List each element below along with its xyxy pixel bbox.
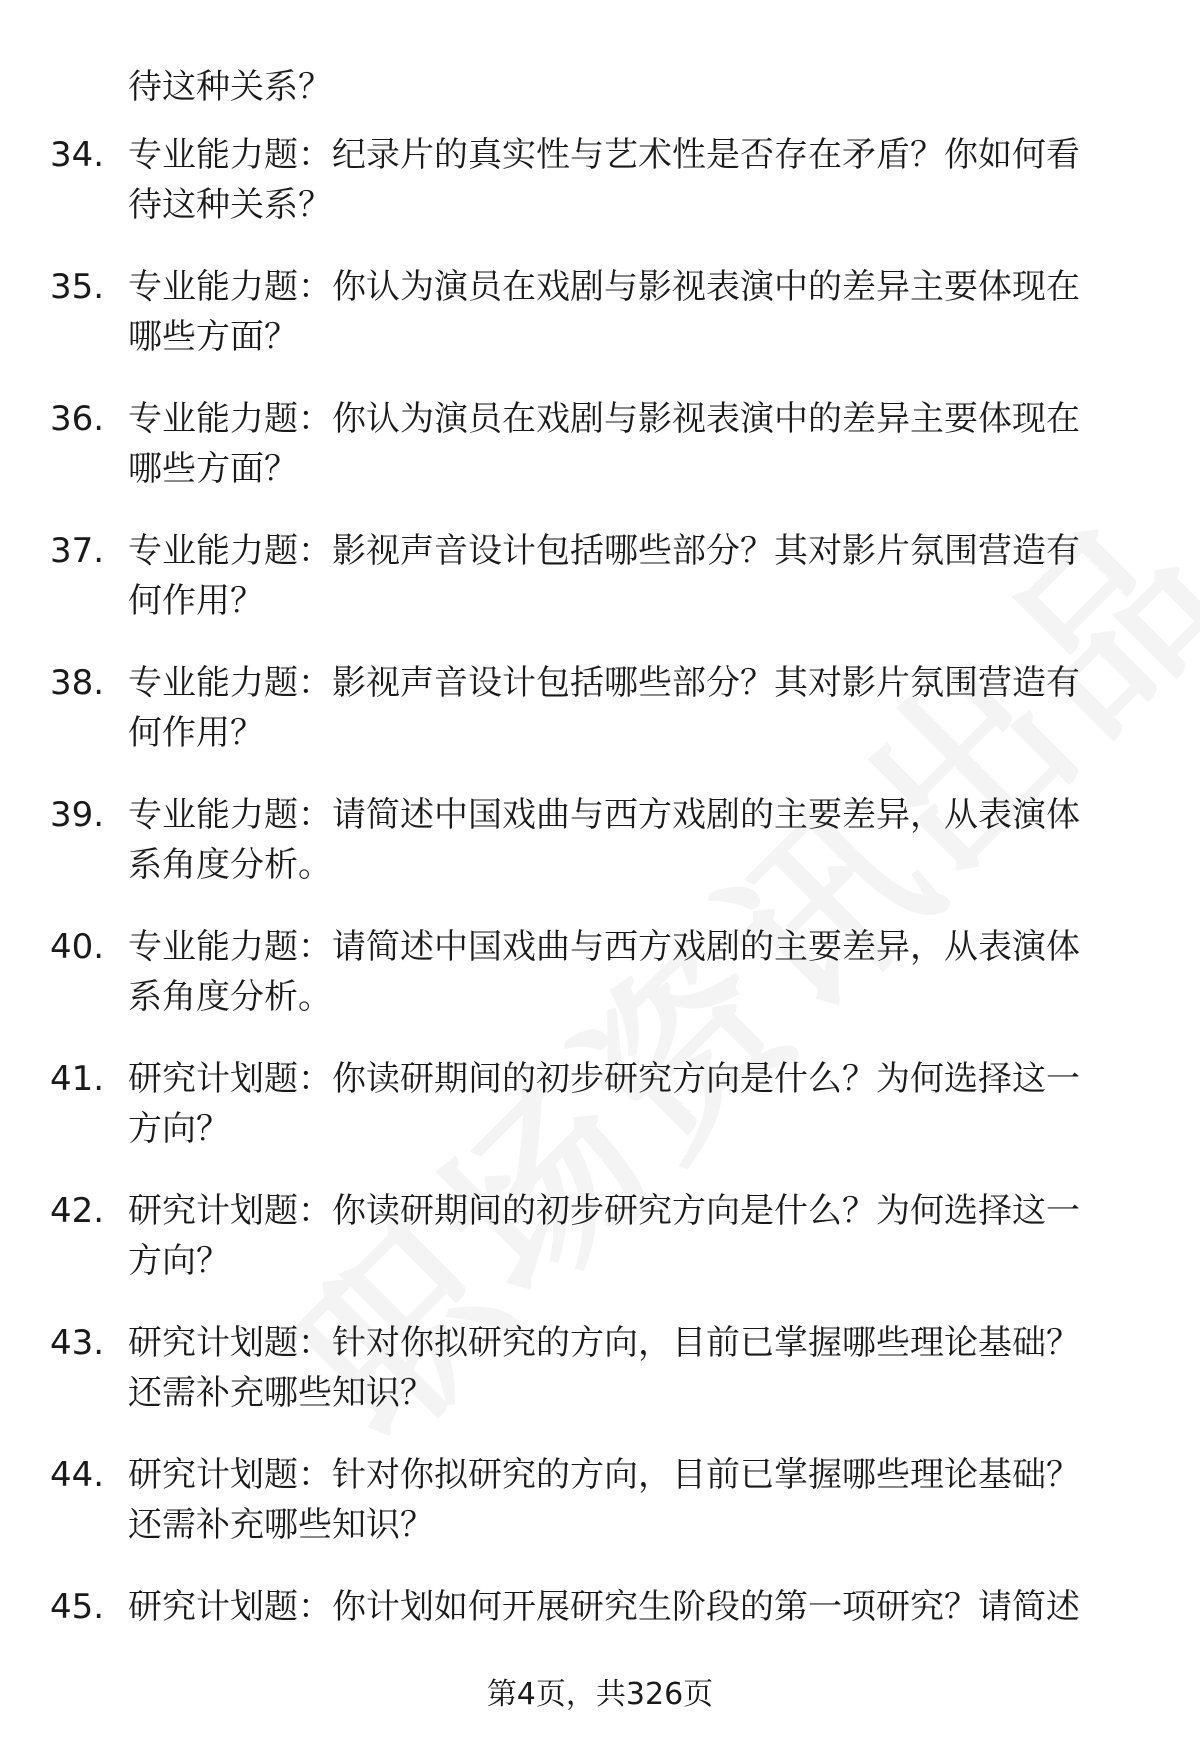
question-number: 37. (50, 531, 105, 571)
question-number: 38. (50, 663, 105, 703)
continued-text: 待这种关系？ (128, 67, 332, 107)
question-text (128, 262, 1128, 362)
question-line: 系角度分析。 (128, 845, 332, 885)
question-text (128, 1582, 1128, 1632)
question-number: 40. (50, 927, 105, 967)
question-line: 研究计划题：你计划如何开展研究生阶段的第一项研究？请简述 (128, 1587, 1080, 1627)
question-number: 39. (50, 795, 105, 835)
question-number: 43. (50, 1323, 105, 1363)
question-line: 专业能力题：影视声音设计包括哪些部分？其对影片氛围营造有 (128, 663, 1080, 703)
question-line: 研究计划题：你读研期间的初步研究方向是什么？为何选择这一 (128, 1191, 1080, 1231)
question-line: 还需补充哪些知识？ (128, 1505, 434, 1545)
question-number: 36. (50, 399, 105, 439)
question-line: 哪些方面？ (128, 449, 298, 489)
question-text (128, 394, 1128, 494)
question-number: 45. (50, 1587, 105, 1627)
question-number: 44. (50, 1455, 105, 1495)
page-footer: 第4页，共326页 (486, 1677, 714, 1712)
question-line: 何作用？ (128, 713, 264, 753)
question-text (128, 1450, 1128, 1550)
question-line: 专业能力题：请简述中国戏曲与西方戏剧的主要差异，从表演体 (128, 927, 1080, 967)
question-line: 哪些方面？ (128, 317, 298, 357)
question-line: 系角度分析。 (128, 977, 332, 1017)
question-text (128, 1318, 1128, 1418)
question-line: 方向？ (128, 1241, 230, 1281)
question-line: 研究计划题：你读研期间的初步研究方向是什么？为何选择这一 (128, 1059, 1080, 1099)
question-text (128, 658, 1128, 758)
question-line: 专业能力题：你认为演员在戏剧与影视表演中的差异主要体现在 (128, 399, 1080, 439)
question-line: 专业能力题：请简述中国戏曲与西方戏剧的主要差异，从表演体 (128, 795, 1080, 835)
question-number: 41. (50, 1059, 105, 1099)
question-line: 专业能力题：影视声音设计包括哪些部分？其对影片氛围营造有 (128, 531, 1080, 571)
question-line: 研究计划题：针对你拟研究的方向，目前已掌握哪些理论基础？ (128, 1323, 1080, 1363)
question-text (128, 922, 1128, 1022)
question-number: 42. (50, 1191, 105, 1231)
question-text (128, 790, 1128, 890)
question-text (128, 1054, 1128, 1154)
question-line: 专业能力题：纪录片的真实性与艺术性是否存在矛盾？你如何看 (128, 135, 1080, 175)
question-line: 专业能力题：你认为演员在戏剧与影视表演中的差异主要体现在 (128, 267, 1080, 307)
question-number: 34. (50, 135, 105, 175)
question-line: 还需补充哪些知识？ (128, 1373, 434, 1413)
question-text (128, 130, 1128, 230)
question-number: 35. (50, 267, 105, 307)
question-line: 何作用？ (128, 581, 264, 621)
question-text (128, 526, 1128, 626)
question-line: 方向？ (128, 1109, 230, 1149)
question-text (128, 1186, 1128, 1286)
question-line: 待这种关系？ (128, 185, 332, 225)
question-line: 研究计划题：针对你拟研究的方向，目前已掌握哪些理论基础？ (128, 1455, 1080, 1495)
